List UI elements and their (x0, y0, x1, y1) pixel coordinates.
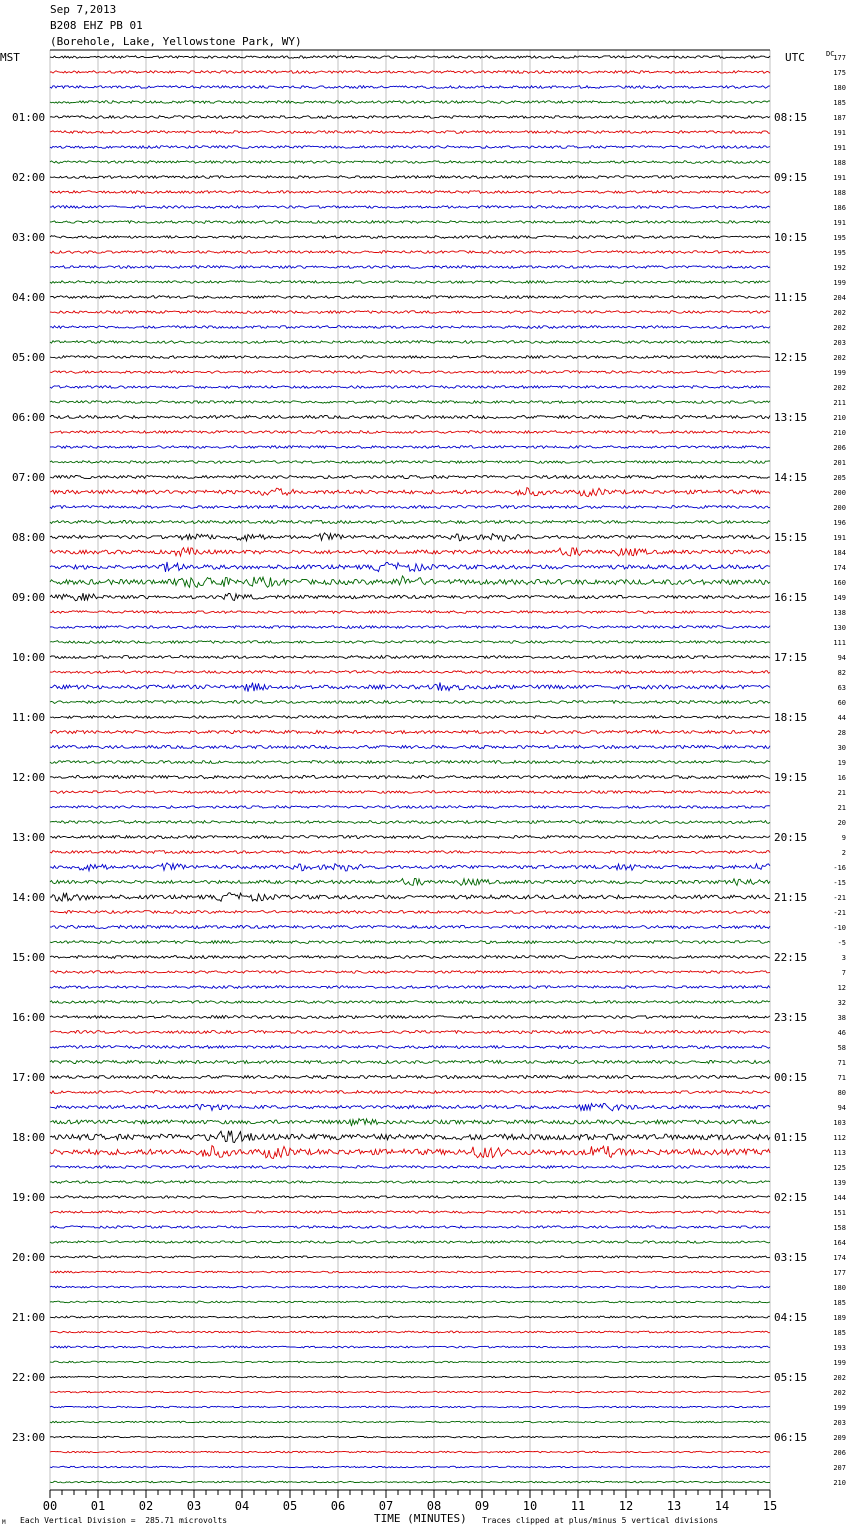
seismic-trace (50, 386, 770, 389)
x-tick-label: 13 (666, 1499, 682, 1513)
seismic-trace (50, 576, 770, 588)
left-hour-label: 14:00 (12, 891, 46, 904)
corner-mark: M (2, 1519, 6, 1526)
seismic-trace (50, 863, 770, 871)
x-tick-label: 08 (426, 1499, 442, 1513)
seismic-trace (50, 1046, 770, 1049)
left-hour-label: 16:00 (12, 1011, 46, 1024)
right-hour-labels (774, 111, 807, 1444)
dc-header-label: DC (826, 50, 835, 58)
right-hour-label: 08:15 (774, 111, 808, 124)
left-hour-label: 09:00 (12, 591, 46, 604)
dc-value: 58 (837, 1044, 846, 1052)
seismic-trace (50, 266, 770, 269)
right-hour-label: 01:15 (774, 1131, 808, 1144)
seismic-trace (50, 1451, 770, 1453)
seismic-trace (50, 1211, 770, 1213)
seismic-trace (50, 911, 770, 914)
dc-value: -21 (833, 909, 846, 917)
dc-value: 210 (833, 414, 846, 422)
seismic-trace (50, 431, 770, 434)
seismic-trace (50, 593, 770, 601)
right-hour-label: 10:15 (774, 231, 808, 244)
dc-value: 28 (837, 729, 846, 737)
left-hour-label: 18:00 (12, 1131, 46, 1144)
dc-value: 202 (833, 1374, 846, 1382)
dc-value: 177 (833, 54, 846, 62)
seismic-trace (50, 730, 770, 733)
dc-value: 189 (833, 1314, 846, 1322)
dc-value: 205 (833, 474, 846, 482)
seismic-trace (50, 716, 770, 719)
dc-value: 149 (833, 594, 846, 602)
seismic-trace (50, 415, 770, 418)
dc-value: 206 (833, 1449, 846, 1457)
left-hour-label: 05:00 (12, 351, 46, 364)
seismic-trace (50, 1331, 770, 1333)
station-label: B208 EHZ PB 01 (50, 19, 143, 32)
dc-value: 199 (833, 369, 846, 377)
seismic-trace (50, 341, 770, 344)
dc-value: 209 (833, 1434, 846, 1442)
dc-value: 19 (837, 759, 846, 767)
dc-value: 21 (837, 804, 846, 812)
dc-value: 180 (833, 1284, 846, 1292)
seismic-trace (50, 1060, 770, 1063)
seismic-trace (50, 281, 770, 284)
dc-value: 202 (833, 309, 846, 317)
seismic-trace (50, 71, 770, 74)
right-hour-label: 13:15 (774, 411, 808, 424)
dc-value: 32 (837, 999, 846, 1007)
seismic-trace (50, 176, 770, 179)
seismic-trace (50, 1241, 770, 1243)
seismic-trace (50, 641, 770, 644)
dc-value: 46 (837, 1029, 846, 1037)
seismic-trace (50, 146, 770, 149)
dc-value: 164 (833, 1239, 846, 1247)
dc-value: 16 (837, 774, 846, 782)
seismic-trace (50, 1481, 770, 1483)
seismic-trace (50, 56, 770, 59)
seismic-trace (50, 533, 770, 541)
dc-value: -5 (837, 939, 846, 947)
seismic-trace (50, 683, 770, 692)
dc-value: 195 (833, 249, 846, 257)
seismic-trace (50, 776, 770, 779)
right-hour-label: 21:15 (774, 891, 808, 904)
seismic-trace (50, 1031, 770, 1034)
seismic-trace (50, 401, 770, 404)
dc-value: -21 (833, 894, 846, 902)
trace-group (50, 56, 770, 1483)
x-tick-label: 05 (282, 1499, 298, 1513)
dc-value: 130 (833, 624, 846, 632)
seismic-trace (50, 836, 770, 839)
seismic-trace (50, 1286, 770, 1288)
dc-value: 201 (833, 459, 846, 467)
date-label: Sep 7,2013 (50, 3, 117, 16)
seismic-trace (50, 761, 770, 764)
dc-value: 203 (833, 1419, 846, 1427)
seismic-trace (50, 1075, 770, 1078)
left-hour-label: 02:00 (12, 171, 46, 184)
seismic-trace (50, 161, 770, 164)
dc-value: 12 (837, 984, 846, 992)
seismic-trace (50, 806, 770, 809)
seismic-trace (50, 461, 770, 464)
right-hour-label: 22:15 (774, 951, 808, 964)
dc-value: 188 (833, 159, 846, 167)
seismic-trace (50, 1016, 770, 1019)
left-hour-label: 21:00 (12, 1311, 46, 1324)
right-timezone-label: UTC (785, 51, 805, 64)
left-hour-label: 07:00 (12, 471, 46, 484)
seismic-trace (50, 1256, 770, 1258)
seismic-trace (50, 326, 770, 329)
seismic-trace (50, 446, 770, 449)
seismic-trace (50, 131, 770, 134)
seismic-trace (50, 1226, 770, 1228)
dc-value: 175 (833, 69, 846, 77)
seismic-trace (50, 956, 770, 959)
dc-value: 193 (833, 1344, 846, 1352)
seismic-trace (50, 671, 770, 674)
left-hour-label: 20:00 (12, 1251, 46, 1264)
dc-value: 187 (833, 114, 846, 122)
dc-value: 191 (833, 144, 846, 152)
seismic-trace (50, 236, 770, 239)
dc-value: 199 (833, 1404, 846, 1412)
seismic-trace (50, 548, 770, 556)
left-hour-label: 01:00 (12, 111, 46, 124)
seismic-trace (50, 251, 770, 254)
right-hour-label: 23:15 (774, 1011, 808, 1024)
left-hour-label: 04:00 (12, 291, 46, 304)
dc-value: 184 (833, 549, 846, 557)
dc-value: 138 (833, 609, 846, 617)
dc-value: 111 (833, 639, 846, 647)
seismic-trace (50, 506, 770, 509)
dc-value: 206 (833, 444, 846, 452)
dc-value: 21 (837, 789, 846, 797)
seismic-trace (50, 701, 770, 704)
right-hour-label: 18:15 (774, 711, 808, 724)
seismic-trace (50, 1091, 770, 1094)
dc-value: 94 (837, 1104, 846, 1112)
x-tick-label: 15 (762, 1499, 778, 1513)
dc-value: 210 (833, 429, 846, 437)
seismic-trace (50, 1346, 770, 1348)
seismic-trace (50, 296, 770, 299)
dc-value: -16 (833, 864, 846, 872)
left-timezone-label: MST (0, 51, 20, 64)
seismic-trace (50, 356, 770, 359)
dc-value: 71 (837, 1059, 846, 1067)
seismic-trace (50, 562, 770, 572)
right-hour-label: 06:15 (774, 1431, 808, 1444)
dc-value: 203 (833, 339, 846, 347)
seismic-trace (50, 1104, 770, 1111)
dc-value: 185 (833, 1299, 846, 1307)
seismic-trace (50, 821, 770, 824)
vertical-division-note: Each Vertical Division = 285.71 microvolts (20, 1516, 228, 1525)
right-hour-label: 20:15 (774, 831, 808, 844)
dc-value: 103 (833, 1119, 846, 1127)
dc-value: 113 (833, 1149, 846, 1157)
seismic-trace (50, 116, 770, 119)
dc-value: 191 (833, 534, 846, 542)
x-tick-label: 07 (378, 1499, 394, 1513)
right-hour-label: 19:15 (774, 771, 808, 784)
x-axis-title: TIME (MINUTES) (374, 1512, 467, 1525)
x-tick-label: 09 (474, 1499, 490, 1513)
x-tick-label: 14 (714, 1499, 730, 1513)
seismic-trace (50, 745, 770, 748)
location-label: (Borehole, Lake, Yellowstone Park, WY) (50, 35, 302, 48)
left-hour-label: 13:00 (12, 831, 46, 844)
x-tick-label: 00 (42, 1499, 58, 1513)
right-hour-label: 12:15 (774, 351, 808, 364)
seismic-trace (50, 1119, 770, 1127)
dc-value: 9 (841, 834, 846, 842)
left-hour-label: 22:00 (12, 1371, 46, 1384)
left-hour-label: 15:00 (12, 951, 46, 964)
x-tick-label: 04 (234, 1499, 250, 1513)
right-hour-label: 14:15 (774, 471, 808, 484)
dc-value: 7 (841, 969, 846, 977)
dc-value: 174 (833, 564, 846, 572)
dc-value: 82 (837, 669, 846, 677)
right-hour-label: 09:15 (774, 171, 808, 184)
left-hour-label: 11:00 (12, 711, 46, 724)
dc-value: 71 (837, 1074, 846, 1082)
seismic-trace (50, 191, 770, 194)
seismic-trace (50, 1166, 770, 1169)
dc-value: 3 (841, 954, 846, 962)
seismic-trace (50, 1361, 770, 1363)
dc-value: 195 (833, 234, 846, 242)
seismic-trace (50, 1436, 770, 1438)
dc-value: 94 (837, 654, 846, 662)
x-tick-label: 01 (90, 1499, 106, 1513)
dc-value: 180 (833, 84, 846, 92)
dc-value: 177 (833, 1269, 846, 1277)
x-tick-label: 12 (618, 1499, 634, 1513)
seismic-trace (50, 1316, 770, 1318)
dc-value: 199 (833, 1359, 846, 1367)
right-hour-label: 00:15 (774, 1071, 808, 1084)
seismic-trace (50, 371, 770, 374)
left-hour-label: 08:00 (12, 531, 46, 544)
dc-value: 200 (833, 504, 846, 512)
right-hour-label: 04:15 (774, 1311, 808, 1324)
dc-value: 202 (833, 384, 846, 392)
x-tick-label: 10 (522, 1499, 538, 1513)
dc-value: 186 (833, 204, 846, 212)
dc-value: 196 (833, 519, 846, 527)
dc-value: 202 (833, 354, 846, 362)
x-axis (43, 1490, 777, 1513)
dc-value: 60 (837, 699, 846, 707)
left-hour-labels (12, 111, 45, 1444)
seismic-trace (50, 851, 770, 854)
left-hour-label: 06:00 (12, 411, 46, 424)
seismic-trace (50, 488, 770, 497)
dc-value: 80 (837, 1089, 846, 1097)
dc-value: 207 (833, 1464, 846, 1472)
x-tick-label: 11 (570, 1499, 586, 1513)
seismic-trace (50, 221, 770, 224)
seismic-trace (50, 1001, 770, 1004)
x-tick-label: 03 (186, 1499, 202, 1513)
dc-value: 202 (833, 324, 846, 332)
seismic-trace (50, 1421, 770, 1423)
dc-value: 192 (833, 264, 846, 272)
dc-value: 160 (833, 579, 846, 587)
dc-value: -10 (833, 924, 846, 932)
dc-value: 200 (833, 489, 846, 497)
x-tick-label: 02 (138, 1499, 154, 1513)
seismic-trace (50, 925, 770, 928)
dc-value: 20 (837, 819, 846, 827)
seismic-trace (50, 86, 770, 89)
seismic-trace (50, 1196, 770, 1198)
seismic-trace (50, 311, 770, 314)
seismic-trace (50, 626, 770, 629)
seismic-trace (50, 1466, 770, 1468)
left-hour-label: 10:00 (12, 651, 46, 664)
seismic-trace (50, 879, 770, 886)
seismic-trace (50, 941, 770, 944)
dc-value: 139 (833, 1179, 846, 1187)
seismic-trace (50, 1131, 770, 1143)
dc-value: 112 (833, 1134, 846, 1142)
dc-value: 210 (833, 1479, 846, 1487)
dc-value: 30 (837, 744, 846, 752)
seismic-trace (50, 986, 770, 989)
seismic-trace (50, 1146, 770, 1159)
right-hour-label: 16:15 (774, 591, 808, 604)
seismic-trace (50, 520, 770, 523)
left-hour-label: 17:00 (12, 1071, 46, 1084)
left-hour-label: 19:00 (12, 1191, 46, 1204)
dc-value: 144 (833, 1194, 846, 1202)
dc-value: 202 (833, 1389, 846, 1397)
clip-note: Traces clipped at plus/minus 5 vertical divisions (482, 1516, 719, 1525)
right-hour-label: 03:15 (774, 1251, 808, 1264)
left-hour-label: 23:00 (12, 1431, 46, 1444)
dc-value: 188 (833, 189, 846, 197)
seismic-trace (50, 971, 770, 974)
seismic-trace (50, 1406, 770, 1408)
right-hour-label: 17:15 (774, 651, 808, 664)
x-tick-label: 06 (330, 1499, 346, 1513)
seismic-trace (50, 1391, 770, 1393)
dc-value: 191 (833, 219, 846, 227)
right-hour-label: 11:15 (774, 291, 808, 304)
dc-value: 151 (833, 1209, 846, 1217)
seismic-trace (50, 611, 770, 614)
seismic-trace (50, 1181, 770, 1184)
seismic-trace (50, 1271, 770, 1273)
seismic-trace (50, 206, 770, 209)
right-hour-label: 15:15 (774, 531, 808, 544)
left-hour-label: 12:00 (12, 771, 46, 784)
seismic-trace (50, 656, 770, 659)
dc-value: 191 (833, 129, 846, 137)
right-hour-label: 05:15 (774, 1371, 808, 1384)
seismic-trace (50, 475, 770, 478)
dc-value: 211 (833, 399, 846, 407)
left-hour-label: 03:00 (12, 231, 46, 244)
dc-value: 125 (833, 1164, 846, 1172)
seismic-trace (50, 101, 770, 104)
dc-value: 204 (833, 294, 846, 302)
dc-value: 38 (837, 1014, 846, 1022)
seismic-trace (50, 791, 770, 794)
dc-value: -15 (833, 879, 846, 887)
dc-value: 63 (837, 684, 846, 692)
dc-labels (833, 54, 846, 1487)
dc-value: 185 (833, 99, 846, 107)
dc-value: 2 (841, 849, 846, 857)
dc-value: 174 (833, 1254, 846, 1262)
seismic-trace (50, 1301, 770, 1303)
seismic-trace (50, 893, 770, 902)
seismic-trace (50, 1376, 770, 1378)
dc-value: 191 (833, 174, 846, 182)
right-hour-label: 02:15 (774, 1191, 808, 1204)
dc-value: 199 (833, 279, 846, 287)
dc-value: 158 (833, 1224, 846, 1232)
dc-value: 185 (833, 1329, 846, 1337)
dc-value: 44 (837, 714, 846, 722)
